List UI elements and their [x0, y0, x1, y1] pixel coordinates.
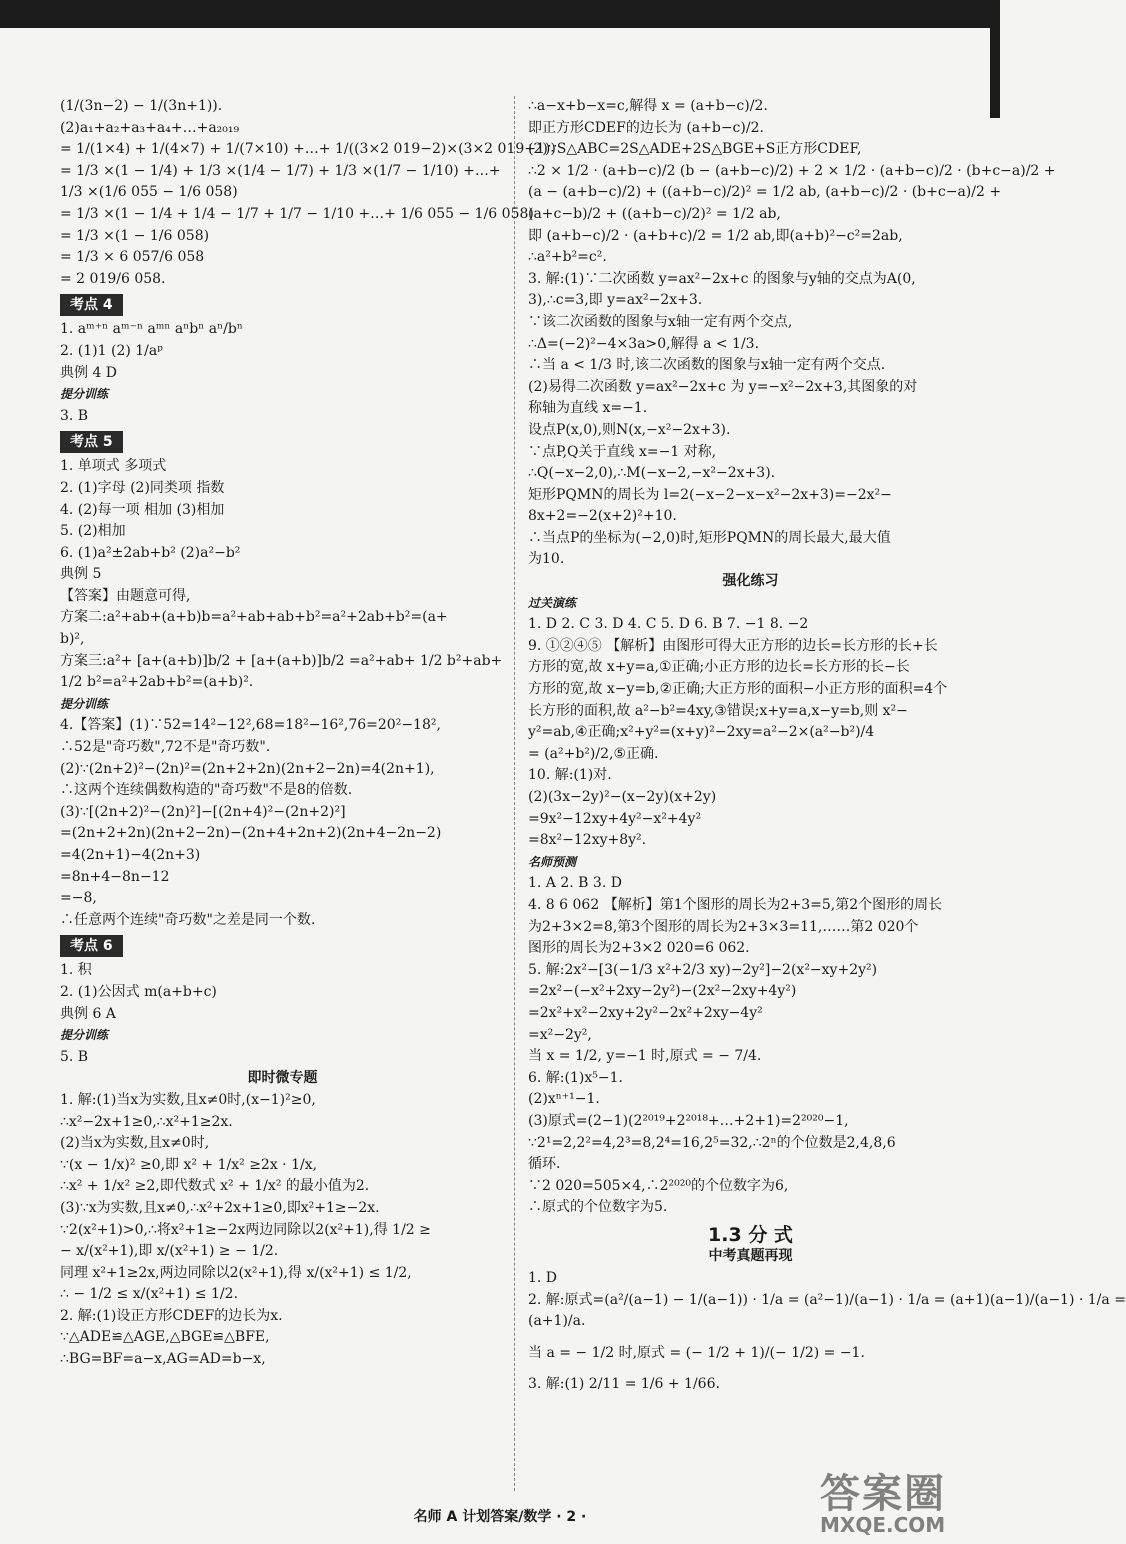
text-line: ∵△ADE≌△AGE,△BGE≌△BFE,	[60, 1329, 270, 1346]
text-line: 1/2 b²=a²+2ab+b²=(a+b)².	[60, 674, 254, 691]
text-line: =−8,	[60, 890, 97, 907]
text-line: 5. (2)相加	[60, 523, 126, 540]
text-line: (a+1)/a.	[528, 1313, 586, 1330]
text-line: (a − (a+b−c)/2) + ((a+b−c)/2)² = 1/2 ab, (a+b−c)/2 · (b+c−a)/2 +	[528, 184, 1002, 201]
text-line: 1. 积	[60, 962, 92, 979]
text-line: − x/(x²+1),即 x/(x²+1) ≥ − 1/2.	[60, 1243, 279, 1260]
text-line: 【答案】由题意可得,	[60, 587, 191, 604]
subsection-label: 提分训练	[60, 387, 109, 402]
text-line: 4. (2)每一项 相加 (3)相加	[60, 501, 225, 518]
text-line: 1. aᵐ⁺ⁿ aᵐ⁻ⁿ aᵐⁿ aⁿbⁿ aⁿ/bⁿ	[60, 321, 243, 338]
text-line: y²=ab,④正确;x²+y²=(x+y)²−2xy=a²−2×(a²−b²)/4	[528, 724, 875, 741]
subsection-label: 名师预测	[528, 854, 577, 869]
text-line: = 1/3 × 6 057/6 058	[60, 249, 205, 266]
text-line: 2. (1)公因式 m(a+b+c)	[60, 983, 217, 1000]
text-line: 矩形PQMN的周长为 l=2(−x−2−x−x²−2x+3)=−2x²−	[528, 486, 892, 503]
text-line: 2. (1)字母 (2)同类项 指数	[60, 479, 225, 496]
text-line: =4(2n+1)−4(2n+3)	[60, 847, 201, 863]
text-line: (2)xⁿ⁺¹−1.	[528, 1091, 600, 1108]
text-line: 2. 解:原式=(a²/(a−1) − 1/(a−1)) · 1/a = (a²−1)/(a−1) · 1/a = (a+1)(a−1)/(a−1) · 1/a =	[528, 1291, 1126, 1308]
text-line: ∴x² + 1/x² ≥2,即代数式 x² + 1/x² 的最小值为2.	[60, 1178, 370, 1195]
text-line: = 1/3 ×(1 − 1/4 + 1/4 − 1/7 + 1/7 − 1/10 +…+ 1/6 055 − 1/6 058)	[60, 205, 534, 222]
text-line: = 1/(1×4) + 1/(4×7) + 1/(7×10) +…+ 1/((3×2 019−2)×(3×2 019+1))	[60, 141, 556, 158]
text-line: ∴ − 1/2 ≤ x/(x²+1) ≤ 1/2.	[60, 1286, 238, 1303]
right-column	[528, 96, 1126, 1396]
text-line: = 1/3 ×(1 − 1/6 058)	[60, 227, 210, 244]
text-line: ∴BG=BF=a−x,AG=AD=b−x,	[60, 1351, 266, 1368]
section-heading: 即时微专题	[247, 1070, 318, 1087]
page-footer: 名师 A 计划答案/数学 · 2 ·	[413, 1509, 587, 1525]
text-line: 典例 4 D	[60, 364, 118, 381]
text-line: 方形的宽,故 x−y=b,②正确;大正方形的面积−小正方形的面积=4个	[528, 681, 948, 698]
text-line: 设点P(x,0),则N(x,−x²−2x+3).	[528, 421, 731, 438]
watermark-logo	[820, 1462, 990, 1537]
text-line: ∴52是"奇巧数",72不是"奇巧数".	[60, 739, 271, 756]
text-line: ∵2¹=2,2²=4,2³=8,2⁴=16,2⁵=32,∴2ⁿ的个位数是2,4,8,6	[528, 1134, 896, 1151]
text-line: (2)(3x−2y)²−(x−2y)(x+2y)	[528, 789, 717, 805]
text-line: (3)原式=(2−1)(2²⁰¹⁹+2²⁰¹⁸+…+2+1)=2²⁰²⁰−1,	[528, 1112, 849, 1129]
text-line: 方形的宽,故 x+y=a,①正确;小正方形的边长=长方形的长−长	[528, 659, 910, 676]
text-line: ∴2 × 1/2 · (a+b−c)/2 (b − (a+b−c)/2) + 2 × 1/2 · (a+b−c)/2 · (b+c−a)/2 +	[528, 162, 1056, 179]
section-label: 考点 6	[60, 935, 123, 957]
text-line: =8n+4−8n−12	[60, 868, 170, 885]
text-line: ∵(x − 1/x)² ≥0,即 x² + 1/x² ≥2x · 1/x,	[60, 1156, 318, 1173]
text-line: ∴a²+b²=c².	[528, 249, 607, 266]
scan-top-border	[0, 0, 1000, 28]
subsection-label: 过关演练	[528, 595, 577, 610]
text-line: ∵点P,Q关于直线 x=−1 对称,	[528, 443, 717, 460]
text-line: 6. (1)a²±2ab+b² (2)a²−b²	[60, 544, 241, 561]
text-line: ∵该二次函数的图象与x轴一定有两个交点,	[528, 313, 793, 330]
text-line: ∴a−x+b−x=c,解得 x = (a+b−c)/2.	[528, 98, 768, 114]
text-line: 1. 解:(1)当x为实数,且x≠0时,(x−1)²≥0,	[60, 1091, 316, 1108]
text-line: =(2n+2+2n)(2n+2−2n)−(2n+4+2n+2)(2n+4−2n−2)	[60, 825, 442, 842]
text-line: (a+c−b)/2 + ((a+b−c)/2)² = 1/2 ab,	[528, 205, 781, 222]
text-line: ∵2(x²+1)>0,∴将x²+1≥−2x两边同除以2(x²+1),得 1/2 ≥	[60, 1221, 431, 1238]
text-line: 3. 解:(1) 2/11 = 1/6 + 1/66.	[528, 1376, 720, 1393]
text-line: (2)易得二次函数 y=ax²−2x+c 为 y=−x²−2x+3,其图象的对	[528, 378, 918, 395]
text-line: (2)当x为实数,且x≠0时,	[60, 1135, 210, 1152]
text-line: ∴Δ=(−2)²−4×3a>0,解得 a < 1/3.	[528, 335, 760, 352]
text-line: ∴这两个连续偶数构造的"奇巧数"不是8的倍数.	[60, 782, 353, 799]
text-line: 1. A 2. B 3. D	[528, 875, 622, 892]
text-line: =9x²−12xy+4y²−x²+4y²	[528, 810, 702, 827]
watermark-text: 答案圈	[820, 1471, 946, 1517]
text-line: 方案三:a²+ [a+(a+b)]b/2 + [a+(a+b)]b/2 =a²+ab+ 1/2 b²+ab+	[60, 652, 503, 669]
text-line: 3. B	[60, 407, 89, 424]
text-line: (3)∵[(2n+2)²−(2n)²]−[(2n+4)²−(2n+2)²]	[60, 803, 346, 820]
text-line: 同理 x²+1≥2x,两边同除以2(x²+1),得 x/(x²+1) ≤ 1/2,	[60, 1264, 412, 1281]
text-line: 5. B	[60, 1048, 89, 1065]
subsection-label: 提分训练	[60, 1028, 109, 1043]
text-line: 3. 解:(1)∵二次函数 y=ax²−2x+c 的图象与y轴的交点为A(0,	[528, 270, 916, 287]
text-line: =2x²−(−x²+2xy−2y²)−(2x²−2xy+4y²)	[528, 983, 797, 1000]
section-label: 考点 4	[60, 294, 123, 316]
section-heading: 强化练习	[722, 573, 779, 590]
text-line: 为2+3×2=8,第3个图形的周长为2+3×3=11,……第2 020个	[528, 918, 919, 935]
text-line: ∵2 020=505×4,∴2²⁰²⁰的个位数字为6,	[528, 1177, 789, 1194]
text-line: 6. 解:(1)x⁵−1.	[528, 1069, 623, 1086]
text-line: 称轴为直线 x=−1.	[528, 400, 648, 417]
text-line: =8x²−12xy+8y².	[528, 832, 647, 849]
text-line: 当 a = − 1/2 时,原式 = (− 1/2 + 1)/(− 1/2) = −1.	[528, 1344, 865, 1361]
text-line: (2)∵(2n+2)²−(2n)²=(2n+2+2n)(2n+2−2n)=4(2n+1),	[60, 760, 435, 777]
watermark-url: MXQE.COM	[820, 1513, 946, 1537]
text-line: (3)∵x为实数,且x≠0,∴x²+2x+1≥0,即x²+1≥−2x.	[60, 1199, 380, 1216]
text-line: 当 x = 1/2, y=−1 时,原式 = − 7/4.	[528, 1048, 762, 1065]
text-line: 1. D 2. C 3. D 4. C 5. D 6. B 7. −1 8. −2	[528, 616, 809, 633]
text-line: 方案二:a²+ab+(a+b)b=a²+ab+ab+b²=a²+2ab+b²=(a+	[60, 609, 448, 626]
text-line: 4. 8 6 062 【解析】第1个图形的周长为2+3=5,第2个图形的周长	[528, 896, 943, 913]
text-line: 循环.	[528, 1156, 561, 1173]
text-line: 2. 解:(1)设正方形CDEF的边长为x.	[60, 1307, 283, 1324]
text-line: (2)a₁+a₂+a₃+a₄+…+a₂₀₁₉	[60, 119, 240, 136]
text-line: ∴Q(−x−2,0),∴M(−x−2,−x²−2x+3).	[528, 465, 776, 482]
text-line: = 2 019/6 058.	[60, 270, 166, 287]
text-line: 3),∴c=3,即 y=ax²−2x+3.	[528, 292, 703, 309]
text-line: ∴当点P的坐标为(−2,0)时,矩形PQMN的周长最大,最大值	[528, 529, 891, 546]
text-line: b)²,	[60, 631, 85, 648]
text-line: ∴原式的个位数字为5.	[528, 1199, 668, 1216]
text-line	[528, 1364, 973, 1374]
section-label: 考点 5	[60, 431, 123, 453]
text-line: 8x+2=−2(x+2)²+10.	[528, 508, 677, 525]
text-line: 1. 单项式 多项式	[60, 458, 167, 475]
scan-right-border	[990, 28, 1000, 118]
text-line: 1. D	[528, 1270, 558, 1287]
text-line: 即正方形CDEF的边长为 (a+b−c)/2.	[528, 119, 764, 136]
column-divider	[514, 96, 515, 1491]
text-line: = 1/3 ×(1 − 1/4) + 1/3 ×(1/4 − 1/7) + 1/3 ×(1/7 − 1/10) +…+	[60, 162, 501, 179]
text-line: 5. 解:2x²−[3(−1/3 x²+2/3 xy)−2y²]−2(x²−xy+2y²)	[528, 961, 878, 978]
text-line: ∴当 a < 1/3 时,该二次函数的图象与x轴一定有两个交点.	[528, 357, 886, 374]
text-line: 图形的周长为2+3×2 020=6 062.	[528, 940, 750, 957]
text-line: ∴x²−2x+1≥0,∴x²+1≥2x.	[60, 1113, 233, 1130]
text-line: (1/(3n−2) − 1/(3n+1)).	[60, 98, 223, 114]
text-line: 9. ①②④⑤ 【解析】由图形可得大正方形的边长=长方形的长+长	[528, 637, 938, 654]
text-line	[528, 1333, 973, 1343]
text-line: (2)∵S△ABC=2S△ADE+2S△BGE+S正方形CDEF,	[528, 141, 862, 158]
text-line: 10. 解:(1)对.	[528, 767, 612, 784]
text-line: 1/3 ×(1/6 055 − 1/6 058)	[60, 184, 238, 201]
text-line: 典例 5	[60, 566, 102, 583]
text-line: ∴任意两个连续"奇巧数"之差是同一个数.	[60, 911, 316, 928]
text-line: 4.【答案】(1)∵52=14²−12²,68=18²−16²,76=20²−18²,	[60, 717, 441, 734]
text-line: 为10.	[528, 551, 565, 568]
text-line: = (a²+b²)/2,⑤正确.	[528, 745, 659, 762]
subsection-label: 提分训练	[60, 696, 109, 711]
text-line: =2x²+x²−2xy+2y²−2x²+2xy−4y²	[528, 1004, 763, 1021]
text-line: 即 (a+b−c)/2 · (a+b+c)/2 = 1/2 ab,即(a+b)²−c²=2ab,	[528, 227, 903, 244]
text-line: 2. (1)1 (2) 1/aᵖ	[60, 342, 163, 359]
text-line: =x²−2y²,	[528, 1026, 592, 1043]
text-line: 典例 6 A	[60, 1005, 116, 1022]
chapter-heading: 1.3 分 式	[708, 1223, 793, 1246]
section-heading: 中考真题再现	[708, 1248, 793, 1265]
text-line: 长方形的面积,故 a²−b²=4xy,③错误;x+y=a,x−y=b,则 x²−	[528, 702, 908, 719]
